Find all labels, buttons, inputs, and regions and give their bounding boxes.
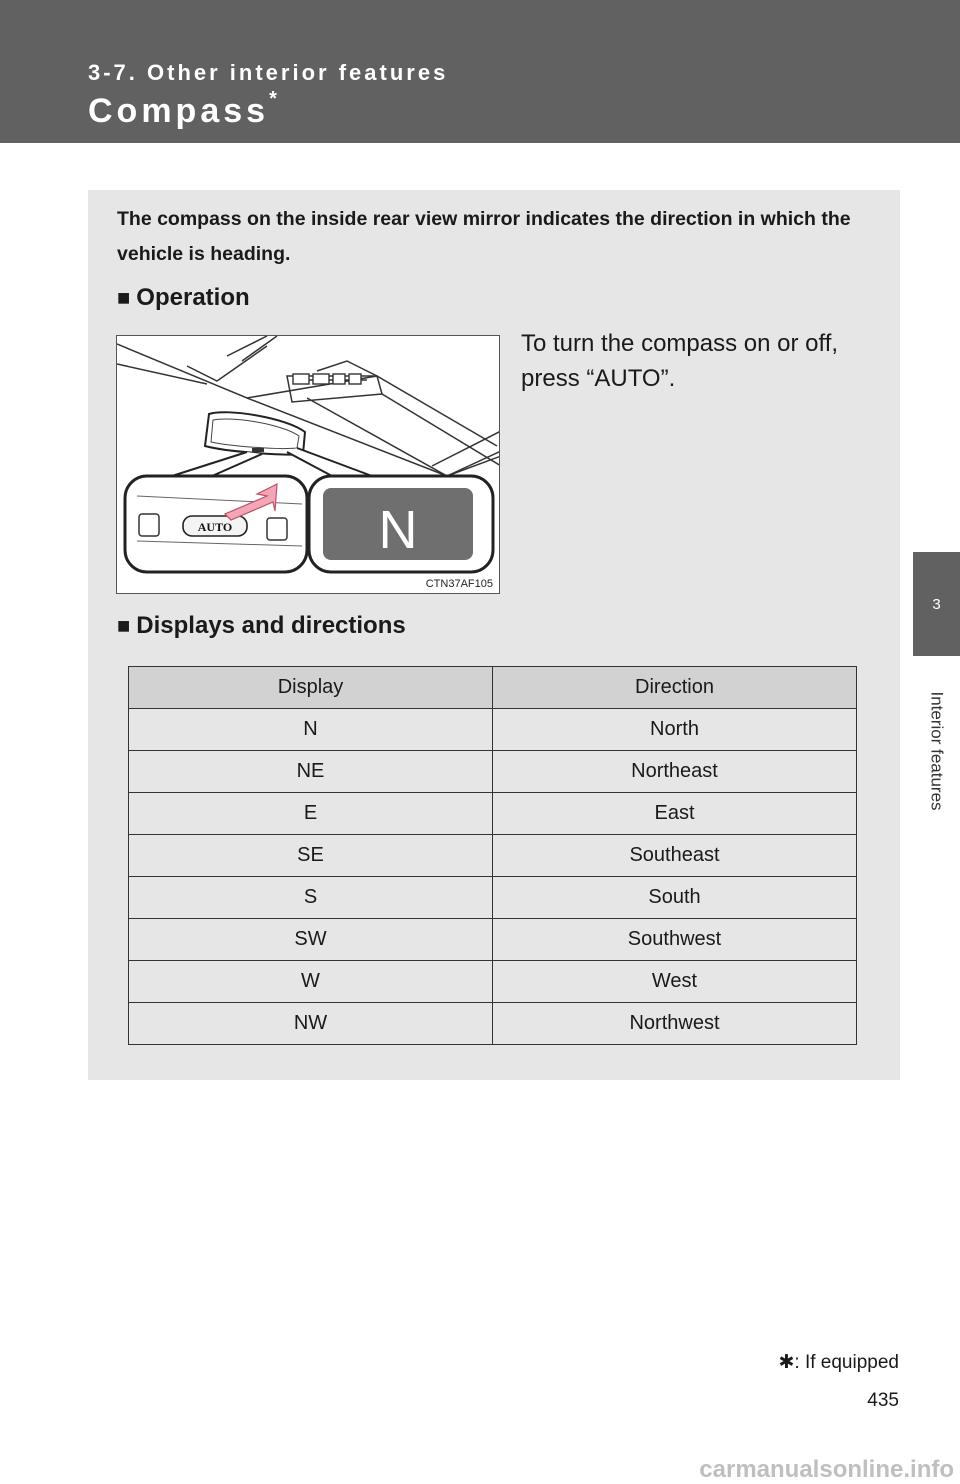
page-title-text: Compass: [88, 92, 270, 130]
operation-heading: [117, 284, 250, 312]
display-cell: SW: [129, 919, 493, 961]
display-cell: NW: [129, 1003, 493, 1045]
display-cell: SE: [129, 835, 493, 877]
chapter-tab-label-text: Interior features: [927, 691, 947, 811]
auto-button-label: AUTO: [197, 520, 233, 534]
table-row: [129, 835, 857, 877]
section-label: 3-7. Other interior features: [88, 60, 449, 85]
intro-paragraph: The compass on the inside rear view mirror indicates the direction in which the vehicle is heading.: [117, 208, 851, 265]
table-row: [129, 751, 857, 793]
display-cell: S: [129, 877, 493, 919]
table-row: [129, 793, 857, 835]
display-cell: NE: [129, 751, 493, 793]
displays-heading-text: Displays and directions: [136, 612, 406, 639]
table-row: [129, 919, 857, 961]
bullet-square-icon: ■: [117, 613, 131, 638]
direction-cell: Southeast: [493, 835, 857, 877]
table-row: [129, 709, 857, 751]
direction-cell: South: [493, 877, 857, 919]
direction-cell: Northwest: [493, 1003, 857, 1045]
if-equipped-mark: *: [269, 88, 277, 110]
display-cell: W: [129, 961, 493, 1003]
mirror-illustration-svg: [117, 336, 500, 594]
chapter-tab-label: [913, 656, 960, 846]
directions-table: [128, 666, 857, 1045]
displays-heading: [117, 612, 406, 640]
display-cell: E: [129, 793, 493, 835]
page-title: [88, 88, 277, 131]
direction-cell: West: [493, 961, 857, 1003]
direction-cell: Northeast: [493, 751, 857, 793]
table-row: [129, 961, 857, 1003]
column-header-direction: Direction: [493, 667, 857, 709]
direction-cell: Southwest: [493, 919, 857, 961]
table-row: [129, 877, 857, 919]
bullet-square-icon: ■: [117, 285, 131, 310]
operation-text: To turn the compass on or off, press “AUTO”.: [521, 330, 839, 392]
direction-cell: East: [493, 793, 857, 835]
table-row: [129, 1003, 857, 1045]
watermark[interactable]: carmanualsonline.info: [699, 1456, 954, 1483]
footnote: ✱: If equipped: [778, 1352, 899, 1373]
figure-code: CTN37AF105: [425, 578, 493, 590]
direction-cell: North: [493, 709, 857, 751]
compass-display-letter: N: [378, 500, 418, 560]
page-number: 435: [867, 1390, 899, 1411]
chapter-tab-number[interactable]: 3: [913, 552, 960, 656]
operation-heading-text: Operation: [136, 284, 250, 311]
page-header: [0, 0, 960, 143]
column-header-display: Display: [129, 667, 493, 709]
mirror-illustration: [116, 335, 500, 594]
table-header-row: [129, 667, 857, 709]
display-cell: N: [129, 709, 493, 751]
